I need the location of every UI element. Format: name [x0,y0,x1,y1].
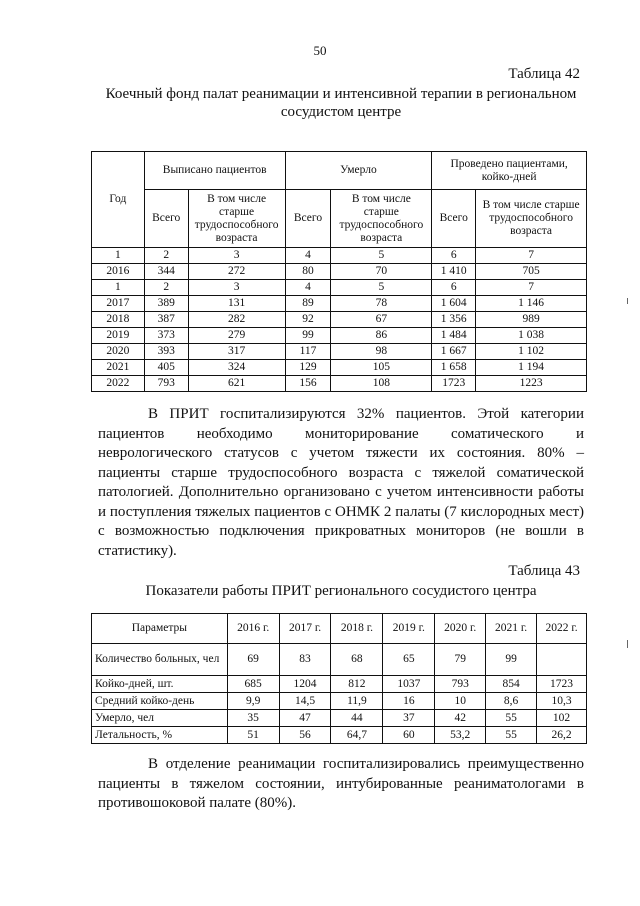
table-cell: 793 [435,676,486,693]
table-cell: 56 [279,727,331,744]
table-row [92,280,587,296]
table-cell: 51 [227,727,279,744]
table-row [92,296,587,312]
table-cell: 2020 [92,344,145,360]
table-cell: 1 604 [432,296,476,312]
table-cell: 387 [144,312,188,328]
table-cell: 89 [285,296,331,312]
table-cell [537,644,587,676]
table-row [92,360,587,376]
table-cell: 793 [144,376,188,392]
table-cell: 4 [285,280,331,296]
table-cell: 131 [188,296,285,312]
sub-elderly: В том числе старше трудоспособного возраста [331,190,432,248]
table-cell: 129 [285,360,331,376]
table-cell: 1 [92,280,145,296]
table-cell: 1 667 [432,344,476,360]
table-cell: 324 [188,360,285,376]
table42-body [92,248,587,392]
table-cell: 78 [331,296,432,312]
table-header-cell: 2017 г. [279,614,331,644]
table-row [92,328,587,344]
table-cell: 1 038 [476,328,587,344]
table-header-cell: Параметры [92,614,228,644]
table-cell: 16 [383,693,435,710]
table-cell: 83 [279,644,331,676]
parameter-name: Количество больных, чел [92,644,228,676]
table-cell: 7 [476,248,587,264]
sub-total: Всего [144,190,188,248]
table-cell: 6 [432,248,476,264]
col-discharged: Выписано пациентов [144,152,285,190]
table-cell: 2019 [92,328,145,344]
table-cell: 10 [435,693,486,710]
table-cell: 11,9 [331,693,383,710]
table-cell: 69 [227,644,279,676]
table-cell: 373 [144,328,188,344]
table-cell: 405 [144,360,188,376]
table-cell: 3 [188,280,285,296]
table-cell: 1723 [432,376,476,392]
table-cell: 389 [144,296,188,312]
table-cell: 99 [486,644,537,676]
col-bed-days: Проведено пациентами, койко-дней [432,152,587,190]
table-header-cell: 2019 г. [383,614,435,644]
table-header-cell: 2018 г. [331,614,383,644]
table-cell: 1 [92,248,145,264]
table-cell: 1037 [383,676,435,693]
table43-body [92,644,587,744]
table-cell: 99 [285,328,331,344]
table-row [92,693,587,710]
table-cell: 60 [383,727,435,744]
table-cell: 4 [285,248,331,264]
table-cell: 55 [486,727,537,744]
table-cell: 86 [331,328,432,344]
parameter-name: Летальность, % [92,727,228,744]
table-cell: 92 [285,312,331,328]
table-row [92,644,587,676]
sub-total: Всего [432,190,476,248]
paragraph-reanimation-text: В отделение реанимации госпитализировались преимущественно пациенты в тяжелом состоянии, интубированные реаниматологами в противошоковой палате (80%). [98,756,584,811]
table43-label: Таблица 43 [508,563,580,579]
table-cell: 65 [383,644,435,676]
table-cell: 156 [285,376,331,392]
table-cell: 14,5 [279,693,331,710]
table-cell: 2 [144,248,188,264]
table-cell: 1 484 [432,328,476,344]
table-cell: 98 [331,344,432,360]
table-cell: 5 [331,248,432,264]
prit-indicators-table [91,613,587,744]
table-cell: 47 [279,710,331,727]
table-cell: 35 [227,710,279,727]
table-cell: 621 [188,376,285,392]
table-cell: 105 [331,360,432,376]
table-cell: 44 [331,710,383,727]
table-row [92,710,587,727]
table-cell: 279 [188,328,285,344]
table-cell: 272 [188,264,285,280]
table-row [92,344,587,360]
table-cell: 854 [486,676,537,693]
table-cell: 1 146 [476,296,587,312]
table-row [92,727,587,744]
table42-caption: Коечный фонд палат реанимации и интенсивной терапии в региональном сосудистом центре [105,86,577,120]
bed-fund-table [91,151,587,392]
sub-elderly: В том числе старше трудоспособного возраста [476,190,587,248]
col-died: Умерло [285,152,432,190]
table-header-cell: 2016 г. [227,614,279,644]
table-header-cell: 2021 г. [486,614,537,644]
table-cell: 685 [227,676,279,693]
paragraph-prit [98,405,584,561]
table-cell: 117 [285,344,331,360]
table-cell: 1223 [476,376,587,392]
table-cell: 64,7 [331,727,383,744]
table-cell: 8,6 [486,693,537,710]
table-cell: 68 [331,644,383,676]
table-cell: 79 [435,644,486,676]
table-cell: 5 [331,280,432,296]
table-cell: 1723 [537,676,587,693]
parameter-name: Умерло, чел [92,710,228,727]
page-number: 50 [313,43,327,58]
table-row [92,248,587,264]
table-cell: 2022 [92,376,145,392]
table-cell: 317 [188,344,285,360]
table-cell: 1204 [279,676,331,693]
table-cell: 3 [188,248,285,264]
table-cell: 53,2 [435,727,486,744]
table43-caption: Показатели работы ПРИТ регионального сосудистого центра [145,583,537,599]
table-cell: 705 [476,264,587,280]
table-cell: 26,2 [537,727,587,744]
table-cell: 108 [331,376,432,392]
table42-label: Таблица 42 [508,66,580,82]
table-cell: 67 [331,312,432,328]
table-cell: 70 [331,264,432,280]
table-cell: 6 [432,280,476,296]
table-cell: 1 102 [476,344,587,360]
table-cell: 7 [476,280,587,296]
table-row [92,676,587,693]
table-cell: 9,9 [227,693,279,710]
table-row [92,312,587,328]
table-cell: 10,3 [537,693,587,710]
table-cell: 2021 [92,360,145,376]
scan-edge-mark [627,298,628,304]
table-cell: 55 [486,710,537,727]
table-cell: 393 [144,344,188,360]
parameter-name: Койко-дней, шт. [92,676,228,693]
table-row [92,264,587,280]
table-header-cell: 2020 г. [435,614,486,644]
table-cell: 1 194 [476,360,587,376]
table-cell: 2017 [92,296,145,312]
table-cell: 2016 [92,264,145,280]
table-cell: 2018 [92,312,145,328]
paragraph-prit-text: В ПРИТ госпитализируются 32% пациентов. Этой категории пациентов необходимо мониторирование соматического и неврологического статусов с учетом тяжести их состояния. 80% – пациенты старше трудоспособного возраста с тяжелой соматической патологией. Дополнительно организовано с учетом интенсивности работы и поступления тяжелых пациентов с ОНМК 2 палаты (7 кислородных мест) с возможностью подключения прикроватных мониторов (не вошли в статистику). [98,406,584,559]
table-header-cell: 2022 г. [537,614,587,644]
table-cell: 2 [144,280,188,296]
paragraph-reanimation [98,755,584,814]
table-cell: 989 [476,312,587,328]
parameter-name: Средний койко-день [92,693,228,710]
table-cell: 42 [435,710,486,727]
sub-total: Всего [285,190,331,248]
table-cell: 37 [383,710,435,727]
table-cell: 102 [537,710,587,727]
table-cell: 1 410 [432,264,476,280]
col-year: Год [92,152,145,248]
table-cell: 812 [331,676,383,693]
table-row [92,376,587,392]
table-cell: 282 [188,312,285,328]
table-cell: 80 [285,264,331,280]
table-cell: 344 [144,264,188,280]
scan-edge-mark [627,640,628,648]
sub-elderly: В том числе старше трудоспособного возраста [188,190,285,248]
table-cell: 1 658 [432,360,476,376]
table-cell: 1 356 [432,312,476,328]
